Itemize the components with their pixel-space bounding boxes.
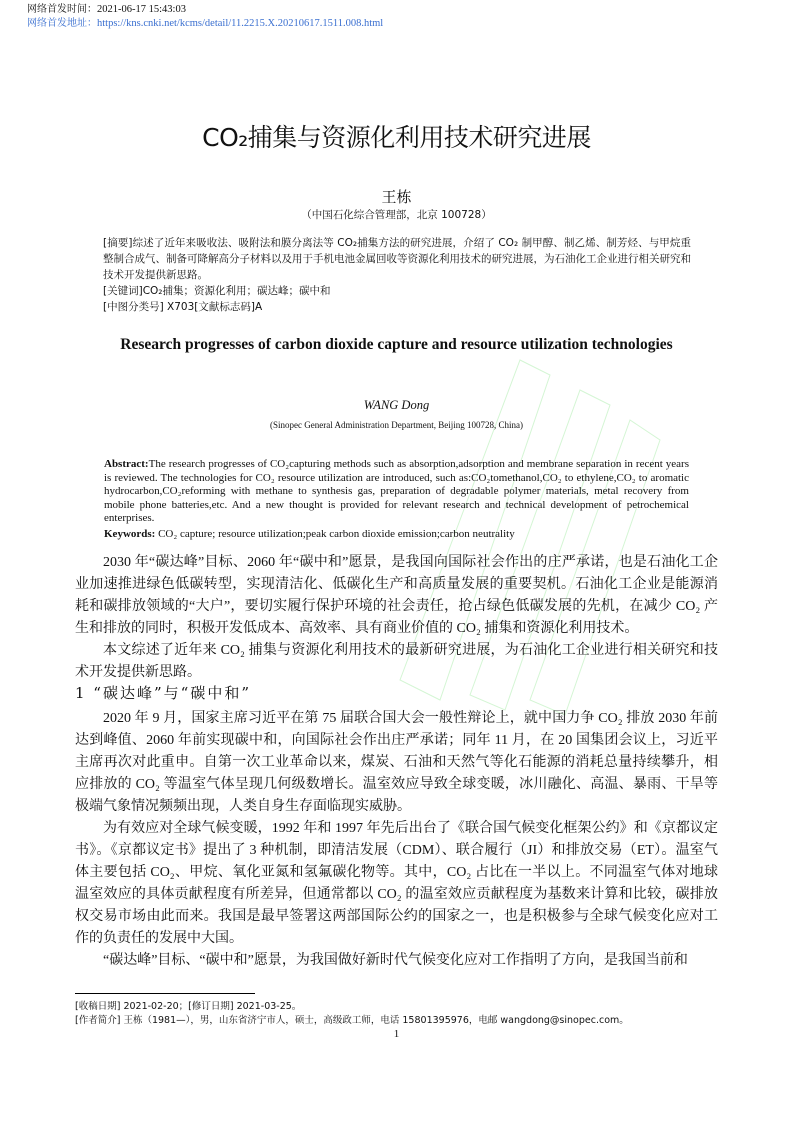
doc-code-value: A xyxy=(254,301,263,313)
keywords-en xyxy=(104,528,689,542)
author-affiliation: （中国石化综合管理部，北京 100728） xyxy=(301,209,492,221)
keywords-en-label: Keywords: xyxy=(104,528,156,540)
abstract-cn-text: 综述了近年来吸收法、吸附法和膜分离法等 CO₂捕集方法的研究进展，介绍了 CO₂ 制甲醇、制乙烯、制芳烃、与甲烷重整制合成气、制备可降解高分子材料以及用于手机电池金属回收等资源化利用技术的研究进展，为石油化工企业进行相关研究和技术开发提供新思路。 xyxy=(103,237,691,281)
abstract-en-text: The research progresses of CO₂capturing methods such as absorption,adsorption and membrane separation in recent years is reviewed. The technologies for CO₂ resource utilization are introduced, such as:CO₂tomethanol,CO₂ to ethylene,CO₂ to aromatic hydrocarbon,CO₂reforming with methane to synthesis gas, preparation of degradable polymer materials, metal recovery from mobile phone batteries,etc. And a new thought is provided for relevant research and technical development of petrochemical enterprises. xyxy=(104,458,689,525)
revised-date: 2021-03-25。 xyxy=(233,1001,302,1012)
revised-label: [修订日期] xyxy=(188,1001,234,1012)
section-heading: 1 “碳达峰”与“碳中和” xyxy=(75,684,251,702)
english-author: WANG Dong xyxy=(363,398,430,412)
english-affiliation: (Sinopec General Administration Department, Beijing 100728, China) xyxy=(270,420,523,430)
page-number: 1 xyxy=(393,1028,400,1040)
paragraph: 2020 年 9 月，国家主席习近平在第 75 届联合国大会一般性辩论上，就中国力争 CO₂ 排放 2030 年前达到峰值、2060 年前实现碳中和，向国际社会作出庄严承诺；同年 11 月，在 20 国集团会议上，习近平主席再次对此重申。自第一次工业革命以来，煤炭、石油和天然气等化石能源的消耗总量持续攀升，相应排放的 CO₂ 等温室气体呈现几何级数增长。温室效应导致全球变暖，冰川融化、高温、暴雨、干旱等极端气象情况频频出现，人类自身生存面临现实威胁。 xyxy=(75,711,718,814)
english-title: Research progresses of carbon dioxide capture and resource utilization technologies xyxy=(120,336,673,353)
keywords-en-text: CO₂ capture; resource utilization;peak carbon dioxide emission;carbon neutrality xyxy=(155,528,515,540)
keywords-cn-label: [关键词] xyxy=(103,285,143,297)
paragraph: “碳达峰”目标、“碳中和”愿景，为我国做好新时代气候变化应对工作指明了方向，是我国当前和 xyxy=(103,953,688,968)
publish-url[interactable] xyxy=(27,17,383,30)
clc-value: X703 xyxy=(163,301,195,313)
paragraph: 为有效应对全球气候变暖，1992 年和 1997 年先后出台了《联合国气候变化框架公约》和《京都议定书》。《京都议定书》提出了 3 种机制，即清洁发展（CDM）、联合履行（JI）和排放交易（ET）。温室气体主要包括 CO₂、甲烷、氧化亚氮和氢氟碳化物等。其中，CO₂ 占比在一半以上。不同温室气体对地球温室效应的具体贡献程度有所差异，但通常都以 CO₂ 的温室效应贡献程度为基数来计算和比较，碳排放权交易市场由此而来。我国是最早签署这两部国际公约的国家之一，也是积极参与全球气候变化应对工作的负责任的发展中大国。 xyxy=(75,821,718,946)
author-name: 王栋 xyxy=(381,188,412,206)
footnote-divider xyxy=(75,993,255,994)
abstract-cn-label: [摘要] xyxy=(103,237,133,249)
keywords-cn xyxy=(103,283,691,299)
author-bio-text: 王栋（1981—），男，山东省济宁市人，硕士，高级政工师，电话 15801395976，电邮 wangdong@sinopec.com。 xyxy=(120,1015,629,1026)
abstract-cn xyxy=(103,235,691,283)
keywords-cn-text: CO₂捕集；资源化利用；碳达峰；碳中和 xyxy=(142,285,331,297)
paragraph: 2030 年“碳达峰”目标、2060 年“碳中和”愿景，是我国向国际社会作出的庄严承诺，也是石油化工企业加速推进绿色低碳转型，实现清洁化、低碳化生产和高质量发展的重要契机。石油化工企业是能源消耗和碳排放领域的“大户”，要切实履行保护环境的社会责任，抢占绿色低碳发展的先机，在减少 CO₂ 产生和排放的同时，积极开发低成本、高效率、具有商业价值的 CO₂ 捕集和资源化利用技术。 xyxy=(75,555,718,636)
received-date: 2021-02-20； xyxy=(120,1001,189,1012)
abstract-en-label: Abstract: xyxy=(104,458,149,470)
publish-time-value: 2021-06-17 15:43:03 xyxy=(97,4,186,15)
author-bio-label: [作者简介] xyxy=(75,1015,121,1026)
classification xyxy=(103,299,691,315)
footnote-author xyxy=(75,1014,629,1028)
doc-code-label: [文献标志码] xyxy=(194,301,255,313)
publish-time xyxy=(27,3,186,16)
clc-label: [中图分类号] xyxy=(103,301,164,313)
paragraph: 本文综述了近年来 CO₂ 捕集与资源化利用技术的最新研究进展，为石油化工企业进行相关研究和技术开发提供新思路。 xyxy=(75,643,718,680)
intro-section xyxy=(75,552,718,684)
publish-url-label: 网络首发地址： xyxy=(27,18,97,29)
received-label: [收稿日期] xyxy=(75,1001,121,1012)
section-1 xyxy=(75,708,718,972)
abstract-en xyxy=(104,458,689,526)
footnote-dates xyxy=(75,1000,301,1014)
publish-url-link[interactable]: https://kns.cnki.net/kcms/detail/11.2215.X.20210617.1511.008.html xyxy=(97,18,384,29)
publish-time-label: 网络首发时间： xyxy=(27,4,97,15)
paper-title: CO₂捕集与资源化利用技术研究进展 xyxy=(202,123,591,152)
